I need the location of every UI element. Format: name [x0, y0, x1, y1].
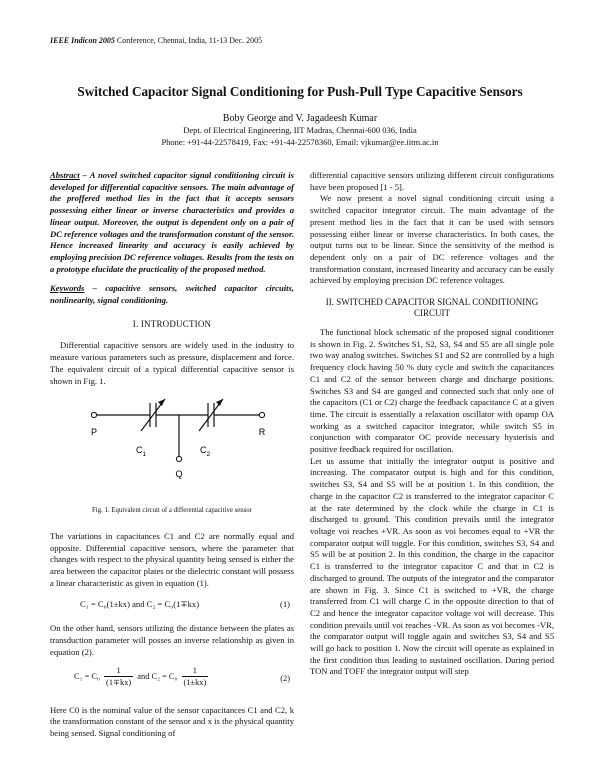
equation-1-body: C₁ = C₀(1±kx) and C₂ = C₀(1∓kx)	[80, 599, 200, 610]
affiliation: Dept. of Electrical Engineering, IIT Madras, Chennai-600 036, India	[183, 125, 417, 135]
intro-paragraph-2: The variations in capacitances C1 and C2 are normally equal and opposite. Differential capacitive sensors, where the parameter that changes with respect to the physical quantity being sensed is either the area between the capacitor plates or the dielectric constant will possess a linear characteristic as given in equation (1).	[50, 530, 294, 588]
equation-1-number: (1)	[279, 599, 290, 610]
right-column	[310, 170, 554, 678]
terminal-r	[259, 413, 264, 418]
terminal-q	[176, 457, 181, 462]
section-heading-2: II. SWITCHED CAPACITOR SIGNAL CONDITIONING CIRCUIT	[325, 297, 539, 319]
right-paragraph-3: The functional block schematic of the proposed signal conditioner is shown in Fig. 2. Switches S1, S2, S3, S4 and S5 are all single pole two way analog switches. Switches S1 and S2 are controlled by a high frequency clock having 50 % duty cycle and switch the capacitances C1 and C2 of the sensor between charge and discharge positions. Switches S3 and S4 are ganged and connected such that only one of the capacitors (C1 or C2) charge the feedback capacitance C at a given time. The circuit is essentially a relaxation oscillator with opamp OA working as a switched capacitor integrator, while switch S5 in conjunction with comparator OC provide necessary hysterisis and positive feedback required for oscillation.	[310, 327, 554, 455]
equation-2	[50, 665, 294, 699]
label-p: P	[90, 427, 98, 438]
equation-2-number: (2)	[280, 673, 290, 683]
circuit-diagram	[50, 393, 294, 503]
right-paragraph-2: We now present a novel signal conditioning circuit using a switched capacitor integrator circuit. The main advantage of the present method lies in the fact that it can be used with sensors possessing either linear or inverse characteristics. In both cases, the output turns out to be linear. Since the sensitivity of the method is dependent only on a pair of DC reference voltages and the transformation constant, increased linearity and accuracy can be easily achieved by employing precision DC reference voltages.	[310, 193, 554, 286]
conference-header	[50, 36, 262, 45]
intro-paragraph-3: On the other hand, sensors utilizing the distance between the plates as transduction parameter will posses an inverse relationship as given in equation (2).	[50, 623, 294, 657]
keywords-text: – capacitive sensors, switched capacitor circuits, nonlinearity, signal conditioning.	[50, 283, 294, 306]
paper-title: Switched Capacitor Signal Conditioning for Push-Pull Type Capacitive Sensors	[77, 84, 523, 99]
section-heading-introduction: I. INTRODUCTION	[132, 318, 212, 329]
left-column	[50, 170, 294, 740]
figure-1	[50, 393, 294, 503]
equation-2-body: C₁ = C₀ $\frac{1}{(1\mp kx)}$ and C₂ = C₀ $\frac{1}{(1\pm kx)}$	[74, 665, 207, 688]
intro-paragraph-1: Differential capacitive sensors are widely used in the industry to measure various parameters such as pressure, displacement and force. The equivalent circuit of a typical differential capacitive sensor is shown in Fig. 1.	[50, 340, 294, 386]
right-paragraph-4: Let us assume that initially the integrator output is positive and increasing. The comparator output is high and for this condition, switches S3, S4 and S5 will be at position 1. In this condition, the charge in the capacitor C2 is transferred to the integrator capacitor C at the rate determined by the clock while the charge in C1 is discharged to ground. This condition prevails until the integrator voltage voi reaches +VR. As soon as voi becomes equal to +VR the comparator output will toggle. For this condition, switches S3, S4 and S5 will be at position 2. In this condition, the charge in the capacitor C1 is transferred to the integrator capacitor C and that in C2 is discharged to ground. The outputs of the integrator and the comparator are shown in Fig. 3. Since C1 is switched to +VR, the charge transferred from C1 will charge C in the opposite direction to that of C2 and hence the integrator capacitor voltage voi will decrease. This condition prevails until voi reaches -VR. As soon as voi becomes -VR, the comparator output will toggle again and switches S3, S4 and S5 will go back to position 1. Now the circuit will operate as explained in the first condition thus leading to sustained oscillation. During period TON and TOFF the integrator output will step	[310, 455, 554, 677]
label-r: R	[258, 427, 266, 438]
figure-1-caption: Fig. 1. Equivalent circuit of a differential capacitive sensor	[92, 507, 252, 515]
label-c1: $C_1$	[136, 445, 147, 459]
label-c2: $C_2$	[200, 445, 211, 459]
contact-info: Phone: +91-44-22578419, Fax: +91-44-22578360, Email: vjkumar@ee.iitm.ac.in	[161, 137, 439, 147]
right-paragraph-1: differential capacitive sensors utilizing different circuit configurations have been proposed [1 - 5].	[310, 170, 554, 192]
intro-paragraph-4: Here C0 is the nominal value of the sensor capacitances C1 and C2, k the transformation constant of the sensor and x is the physical quantity being sensed. Signal conditioning of	[50, 704, 294, 738]
abstract-label: Abstract	[50, 170, 80, 180]
authors: Boby George and V. Jagadeesh Kumar	[222, 113, 378, 124]
conference-name: IEEE Indicon 2005	[50, 36, 115, 45]
abstract-text: – A novel switched capacitor signal conditioning circuit is developed for differential capacitive sensors. The main advantage of the proffered method lies in the fact that it accepts sensors possessing either linear or inverse characteristics and provides a linear output. Moreover, the output is dependent only on a pair of DC reference voltages and the transformation constant of the sensor. Hence increased linearity and accuracy is easily achieved by employing precision DC reference voltages. Results from the tests on a prototype elucidate the practicality of the proposed method.	[50, 170, 294, 274]
abstract	[50, 170, 294, 275]
label-q: Q	[175, 469, 183, 480]
conference-details: Conference, Chennai, India, 11-13 Dec. 2005	[116, 36, 263, 45]
keywords-label: Keywords	[50, 283, 85, 294]
terminal-p	[91, 413, 96, 418]
keywords	[50, 283, 294, 306]
equation-1	[50, 595, 294, 617]
